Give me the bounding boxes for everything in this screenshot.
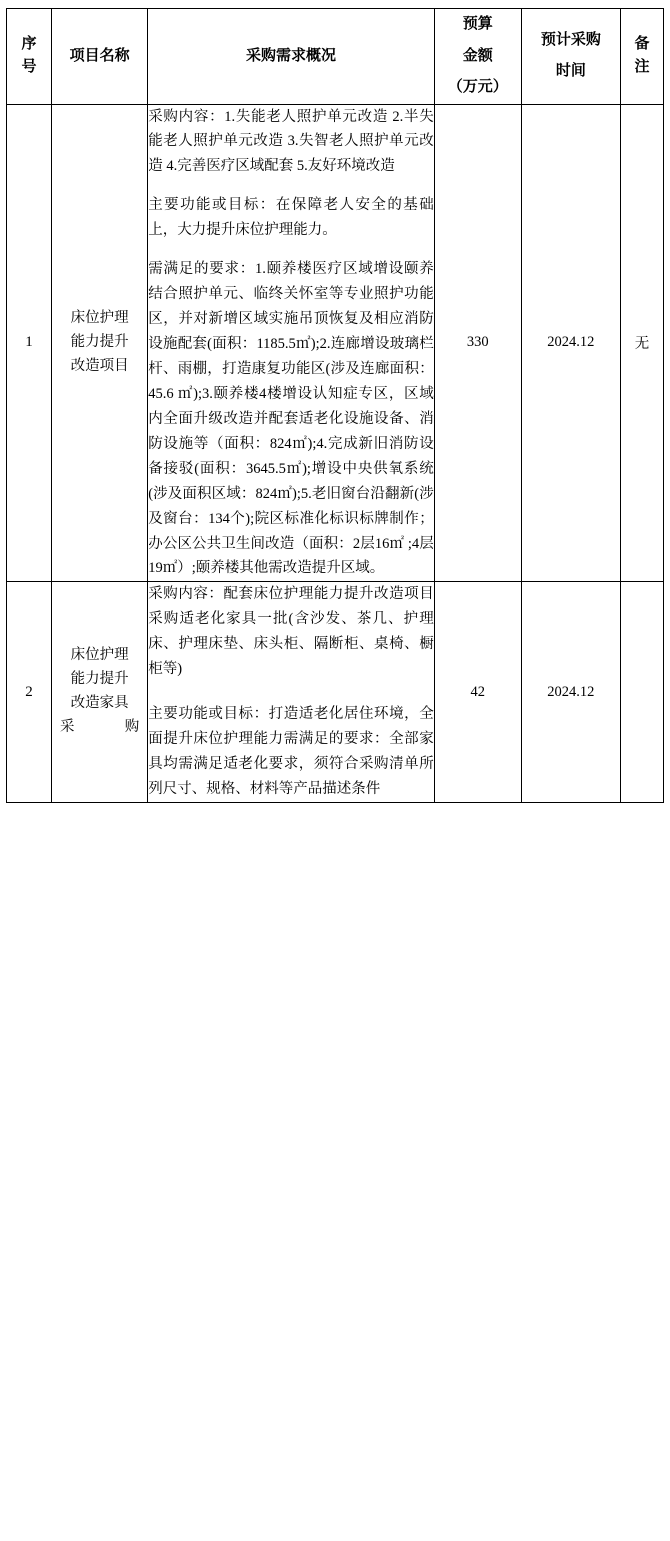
cell-seq: 2 bbox=[7, 582, 52, 803]
cell-requirement-description bbox=[148, 582, 435, 803]
requirement-paragraph: 主要功能或目标：在保障老人安全的基础上，大力提升床位护理能力。 bbox=[148, 197, 434, 239]
project-name-line: 能力提升 bbox=[70, 671, 129, 688]
cell-budget-amount: 330 bbox=[434, 104, 521, 582]
column-header-remark-line1: 备 bbox=[634, 36, 650, 52]
column-header-name-label: 项目名称 bbox=[69, 48, 130, 65]
project-name-line: 采 购 bbox=[60, 719, 140, 736]
column-header-seq-line2: 号 bbox=[21, 59, 37, 76]
cell-project-name bbox=[52, 104, 148, 582]
column-header-desc bbox=[148, 9, 435, 105]
column-header-time bbox=[521, 9, 620, 105]
cell-budget-amount: 42 bbox=[434, 582, 521, 803]
cell-seq: 1 bbox=[7, 104, 52, 582]
column-header-budget-line3: （万元） bbox=[447, 79, 508, 95]
column-header-name bbox=[52, 9, 148, 105]
column-header-remark bbox=[620, 9, 663, 105]
table-header-row bbox=[7, 9, 664, 105]
table-row bbox=[7, 582, 664, 803]
column-header-budget-line1: 预算 bbox=[462, 16, 493, 32]
requirement-paragraph: 采购内容：1.失能老人照护单元改造 2.半失能老人照护单元改造 3.失智老人照护单元改造 4.完善医疗区域配套 5.友好环境改造 bbox=[148, 108, 434, 175]
column-header-remark-line2: 注 bbox=[634, 59, 650, 76]
project-name-line: 床位护理 bbox=[70, 647, 129, 664]
column-header-seq-line1: 序 bbox=[21, 36, 37, 52]
cell-remark: 无 bbox=[620, 104, 663, 582]
project-name-line: 床位护理 bbox=[70, 310, 129, 327]
column-header-budget-line2: 金额 bbox=[462, 47, 493, 64]
table-row bbox=[7, 104, 664, 582]
procurement-table bbox=[6, 8, 664, 803]
column-header-budget bbox=[434, 9, 521, 105]
project-name-line: 改造项目 bbox=[70, 357, 129, 374]
cell-planned-time: 2024.12 bbox=[521, 104, 620, 582]
table-body bbox=[7, 104, 664, 802]
column-header-time-line1: 预计采购 bbox=[540, 31, 601, 48]
column-header-desc-label: 采购需求概况 bbox=[245, 48, 336, 65]
project-name-line: 能力提升 bbox=[70, 333, 129, 350]
column-header-time-line2: 时间 bbox=[555, 63, 586, 80]
table-header bbox=[7, 9, 664, 105]
requirement-paragraph: 采购内容：配套床位护理能力提升改造项目采购适老化家具一批(含沙发、茶几、护理床、护理床垫、床头柜、隔断柜、桌椅、橱柜等) bbox=[148, 586, 434, 678]
cell-requirement-description bbox=[148, 104, 435, 582]
cell-project-name bbox=[52, 582, 148, 803]
requirement-paragraph: 需满足的要求：1.颐养楼医疗区域增设颐养结合照护单元、临终关怀室等专业照护功能区，并对新增区域实施吊顶恢复及相应消防设施配套(面积：1185.5㎡);2.连廊增设玻璃栏杆、雨棚，打造康复功能区(涉及连廊面积：45.6 ㎡);3.颐养楼4楼增设认知症专区，区域内全面升级改造并配套适老化设施设备、消防设施等（面积：824㎡);4.完成新旧消防设备接驳(面积：3645.5㎡);增设中央供氧系统(涉及面积区域：824㎡);5.老旧窗台沿翻新(涉及窗台：134个);院区标准化标识标牌制作；办公区公共卫生间改造（面积：2层16㎡ ;4层19㎡）;颐养楼其他需改造提升区域。 bbox=[148, 261, 434, 577]
cell-planned-time: 2024.12 bbox=[521, 582, 620, 803]
cell-remark bbox=[620, 582, 663, 803]
column-header-seq bbox=[7, 9, 52, 105]
project-name-line: 改造家具 bbox=[70, 695, 129, 712]
requirement-paragraph: 主要功能或目标：打造适老化居住环境，全面提升床位护理能力需满足的要求：全部家具均需满足适老化要求，须符合采购清单所列尺寸、规格、材料等产品描述条件 bbox=[148, 706, 434, 797]
